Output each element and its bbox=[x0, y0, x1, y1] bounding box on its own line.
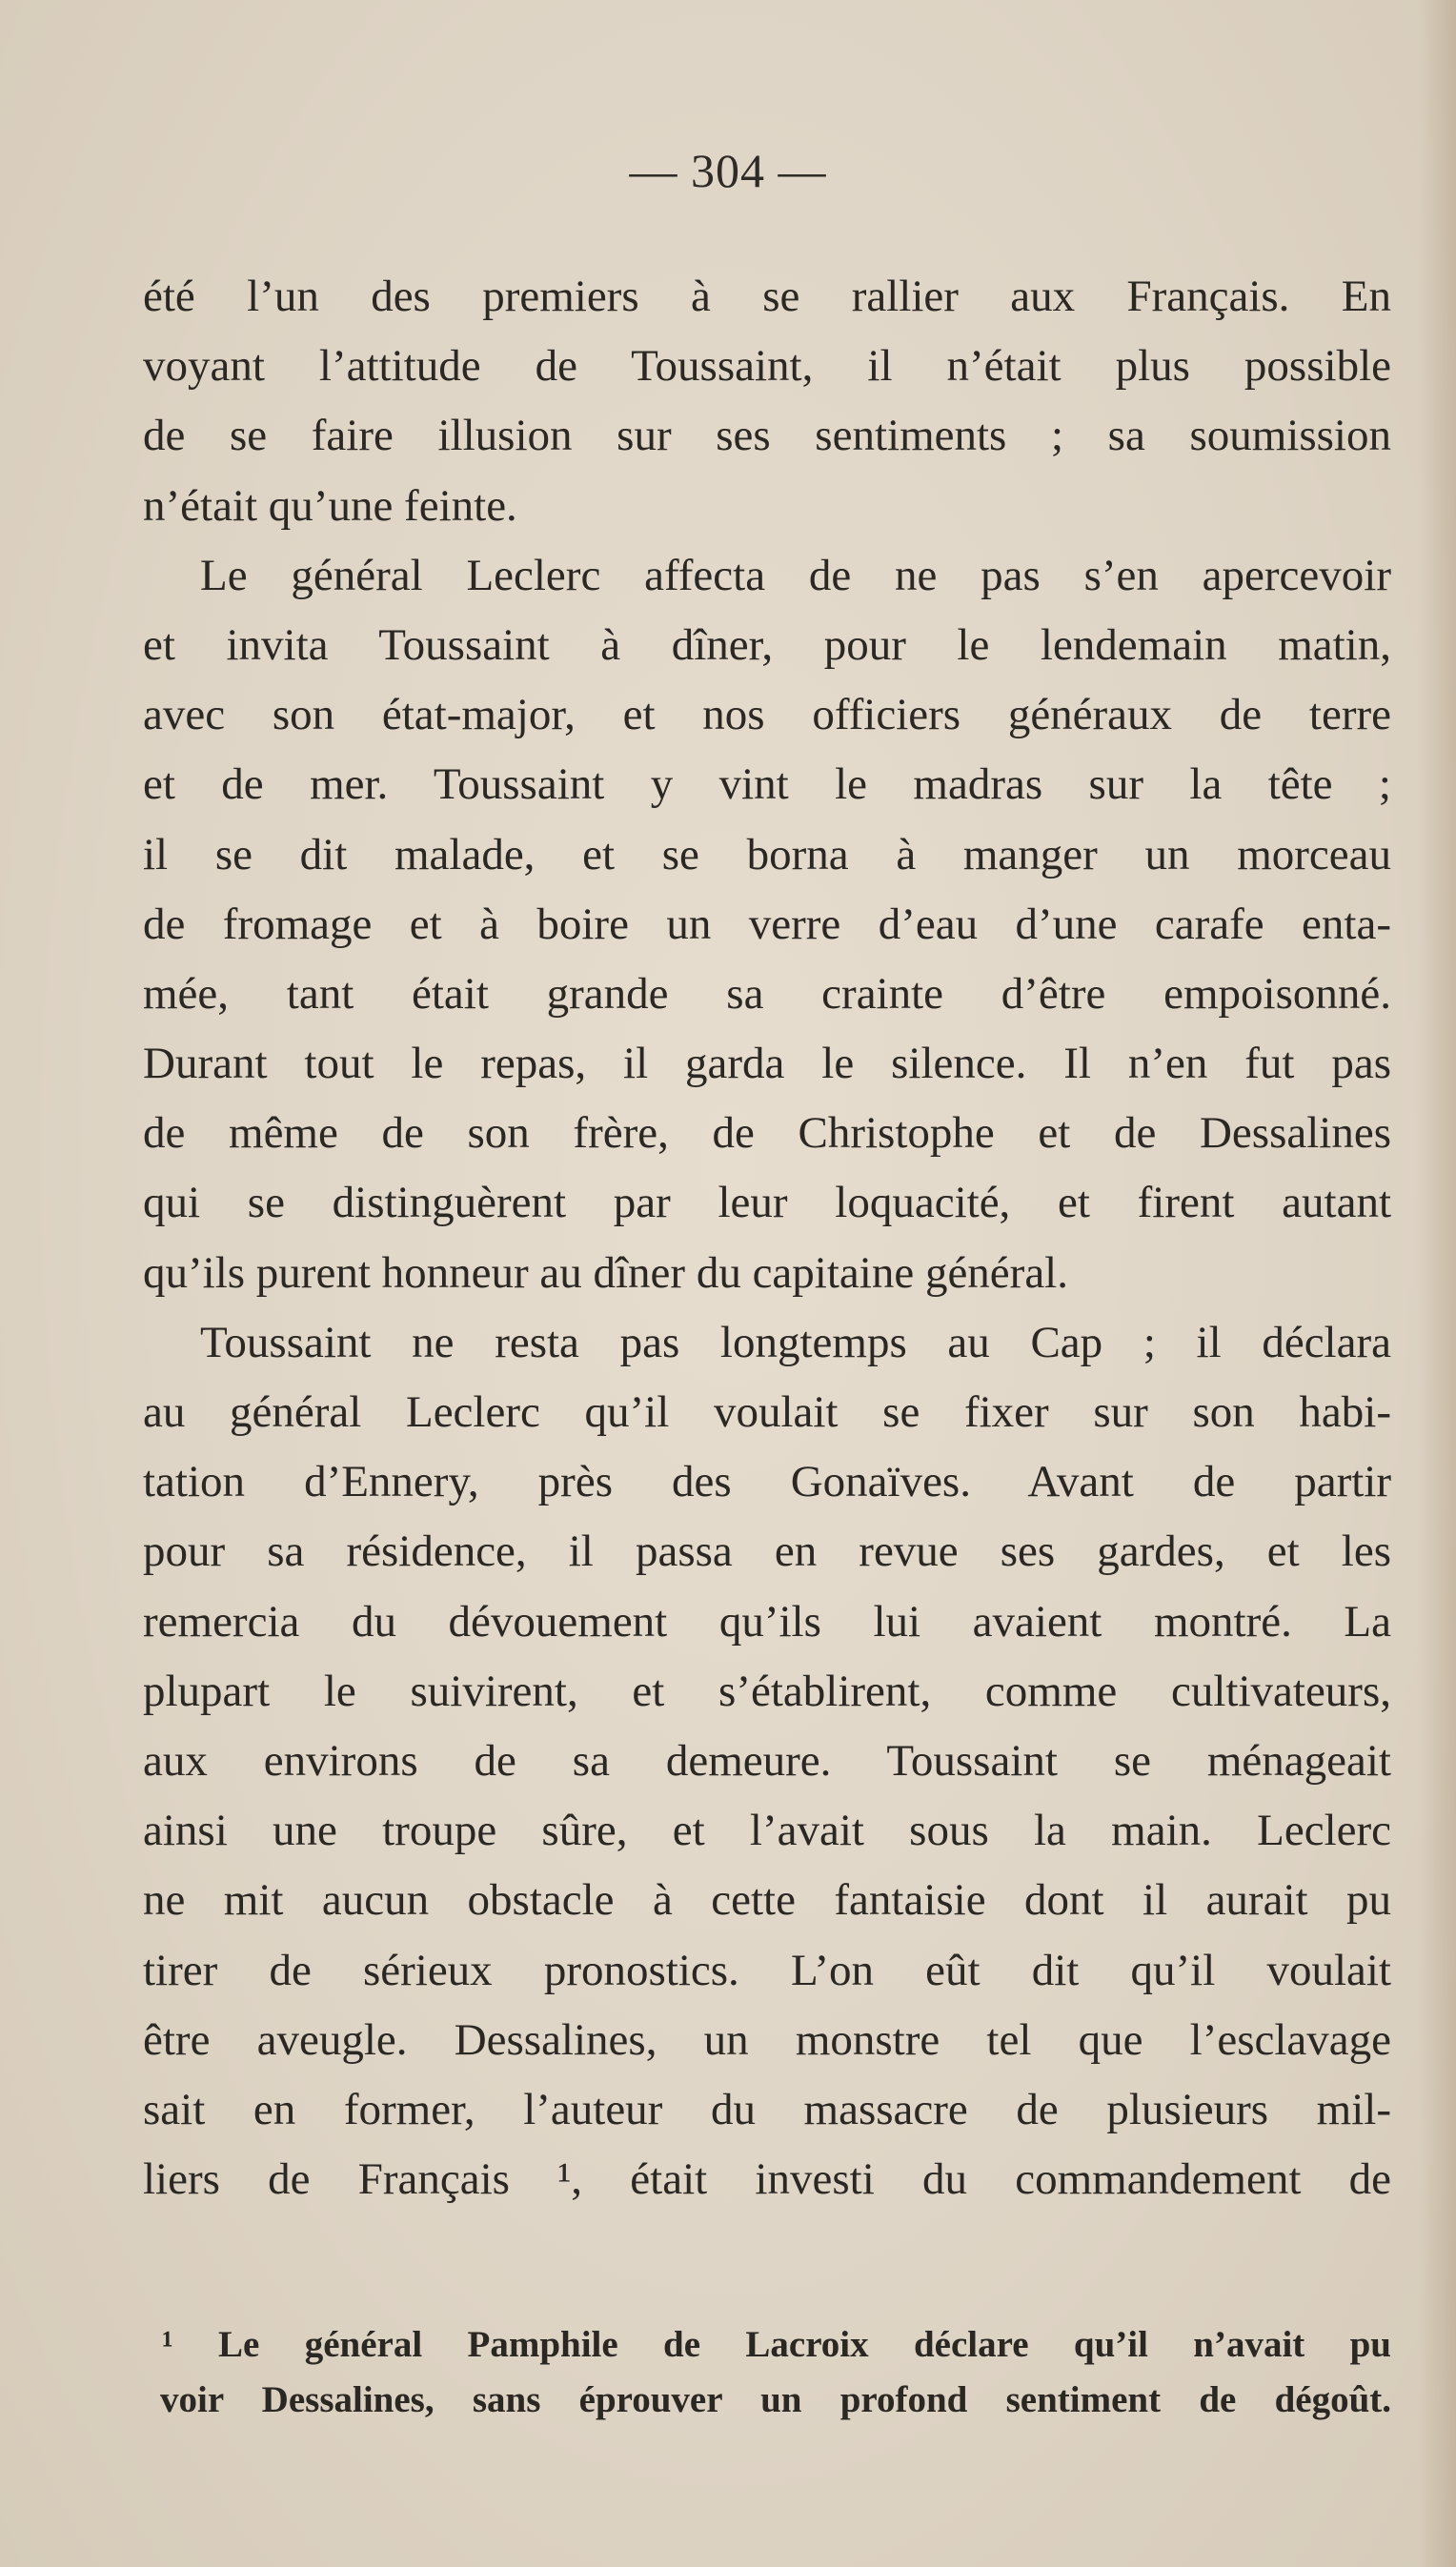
page-edge-shadow bbox=[1418, 0, 1456, 2567]
text-line: Le général Leclerc affecta de ne pas s’en apercevoir bbox=[200, 550, 1391, 600]
text-line: aux environs de sa demeure. Toussaint se ménageait bbox=[143, 1735, 1391, 1786]
text-line: mée, tant était grande sa crainte d’être empoisonné. bbox=[143, 968, 1391, 1019]
text-line: qu’ils purent honneur au dîner du capitaine général. bbox=[143, 1247, 1068, 1298]
text-line: ne mit aucun obstacle à cette fantaisie dont il aurait pu bbox=[143, 1875, 1391, 1926]
text-line: tirer de sérieux pronostics. L’on eût dit qu’il voulait bbox=[143, 1945, 1391, 1995]
text-line: et invita Toussaint à dîner, pour le lendemain matin, bbox=[143, 619, 1391, 670]
text-line: liers de Français ¹, était investi du commandement de bbox=[143, 2154, 1391, 2205]
text-line: sait en former, l’auteur du massacre de plusieurs mil- bbox=[143, 2084, 1391, 2134]
text-line: ainsi une troupe sûre, et l’avait sous la main. Leclerc bbox=[143, 1806, 1391, 1856]
text-line: au général Leclerc qu’il voulait se fixer sur son habi- bbox=[143, 1387, 1391, 1437]
text-line: pour sa résidence, il passa en revue ses gardes, et les bbox=[143, 1526, 1391, 1577]
text-line: avec son état-major, et nos officiers généraux de terre bbox=[143, 690, 1391, 740]
text-line: été l’un des premiers à se rallier aux Français. En bbox=[143, 272, 1391, 321]
text-line: de se faire illusion sur ses sentiments ; sa soumission bbox=[143, 411, 1391, 461]
text-line: être aveugle. Dessalines, un monstre tel que l’esclavage bbox=[143, 2014, 1391, 2065]
footnotes bbox=[162, 2317, 1391, 2428]
text-line: remercia du dévouement qu’ils lui avaient montré. La bbox=[143, 1596, 1391, 1647]
text-line: Toussaint ne resta pas longtemps au Cap ; il déclara bbox=[200, 1317, 1391, 1367]
text-line: plupart le suivirent, et s’établirent, comme cultivateurs, bbox=[143, 1666, 1391, 1716]
page-number-header: — 304 — bbox=[629, 144, 827, 197]
text-line: qui se distinguèrent par leur loquacité, et firent autant bbox=[143, 1178, 1391, 1228]
text-line: tation d’Ennery, près des Gonaïves. Avant de partir bbox=[143, 1457, 1391, 1507]
text-line: et de mer. Toussaint y vint le madras sur la tête ; bbox=[143, 759, 1391, 810]
footnote-line: voir Dessalines, sans éprouver un profond sentiment de dégoût. bbox=[160, 2379, 1391, 2420]
text-line: n’était qu’une feinte. bbox=[143, 480, 517, 531]
text-line: de fromage et à boire un verre d’eau d’une carafe enta- bbox=[143, 899, 1391, 949]
text-line: de même de son frère, de Christophe et de Dessalines bbox=[143, 1108, 1391, 1159]
footnote-line: ¹ Le général Pamphile de Lacroix déclare qu’il n’avait pu bbox=[162, 2324, 1391, 2365]
text-line: il se dit malade, et se borna à manger un morceau bbox=[143, 829, 1391, 879]
body-text bbox=[143, 262, 1391, 2214]
text-line: Durant tout le repas, il garda le silence. Il n’en fut pas bbox=[143, 1039, 1391, 1089]
text-line: voyant l’attitude de Toussaint, il n’était plus possible bbox=[143, 341, 1391, 392]
